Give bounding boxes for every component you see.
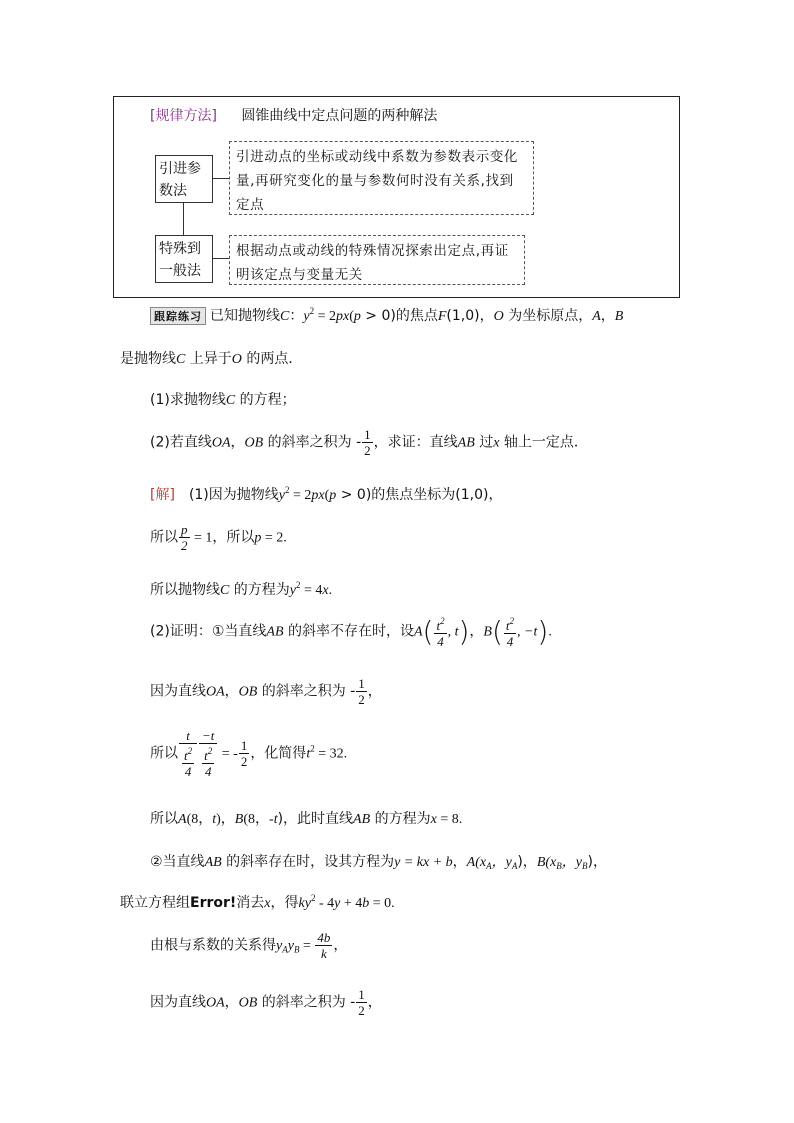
text: ， <box>600 308 615 324</box>
text: = 1，所以 <box>190 530 255 546</box>
connector <box>183 203 184 235</box>
text: 2 <box>509 616 515 626</box>
text: B <box>293 944 300 955</box>
denominator <box>199 744 217 779</box>
text: 上异于 <box>185 351 232 367</box>
text: B <box>536 855 546 870</box>
text: (x <box>475 855 487 870</box>
method2-name <box>155 235 213 283</box>
numerator: p <box>181 522 188 537</box>
text: ： <box>289 308 304 324</box>
text: ，化简得 <box>250 745 307 762</box>
text: C <box>225 393 236 408</box>
text: )， <box>587 854 607 870</box>
text: 的方程； <box>235 392 296 408</box>
text: OB <box>238 684 258 700</box>
method-box <box>113 96 680 298</box>
text: (2)证明：①当直线 <box>150 623 267 640</box>
numerator: t <box>179 728 197 744</box>
text: ，求证：直线 <box>373 434 458 451</box>
method-title: 圆锥曲线中定点问题的两种解法 <box>241 108 438 124</box>
error-text: Error! <box>190 895 237 911</box>
text: ，y <box>491 855 512 870</box>
text: A <box>413 624 423 640</box>
text: ， <box>367 994 382 1011</box>
denominator: 4 <box>184 764 192 779</box>
text: > 0)的焦点坐标为(1,0)， <box>336 487 503 503</box>
text: OB <box>244 435 264 451</box>
text: ， <box>224 994 239 1011</box>
text: 的斜率存在时，设其方程为 <box>221 854 395 870</box>
text: px <box>311 488 325 503</box>
text: t <box>436 618 441 633</box>
text: C <box>220 583 230 598</box>
text: t <box>204 748 208 763</box>
text: - 4 <box>315 896 335 911</box>
text: A <box>466 855 476 870</box>
denominator: 4 <box>437 634 444 649</box>
text: (x <box>545 855 557 870</box>
text: B <box>234 812 244 827</box>
text: (8，- <box>243 812 274 827</box>
fraction <box>362 427 373 458</box>
text: OA <box>206 995 225 1011</box>
text: B <box>581 861 588 871</box>
fraction <box>179 522 190 553</box>
exercise-line1 <box>150 305 623 325</box>
paren-open: ( <box>491 615 503 648</box>
denominator: 2 <box>358 692 365 707</box>
fraction <box>239 738 250 769</box>
text: = 0. <box>369 896 395 911</box>
fraction <box>356 676 367 707</box>
text: B <box>556 861 562 871</box>
text: ②当直线 <box>150 854 205 870</box>
text: px <box>335 309 350 324</box>
text: B <box>614 309 624 324</box>
text: C <box>280 309 290 324</box>
connector <box>213 258 229 259</box>
denominator: 2 <box>364 443 371 458</box>
solution-line6 <box>150 728 347 779</box>
text: (1,0)， <box>446 308 494 324</box>
text: y <box>289 583 297 598</box>
numerator: 1 <box>364 427 371 442</box>
solution-line11 <box>150 987 382 1018</box>
denominator: 4 <box>204 764 212 779</box>
question-2 <box>150 427 588 458</box>
inner-fraction <box>182 744 194 779</box>
text: 因为直线 <box>150 683 206 700</box>
solution-line1 <box>150 484 503 504</box>
text: F <box>437 309 447 324</box>
text: 消去 <box>236 895 265 911</box>
text: t <box>184 748 188 763</box>
text: AB <box>457 435 475 451</box>
text: 2 <box>187 746 193 756</box>
method1-name <box>155 155 213 203</box>
text: x <box>430 812 437 827</box>
denominator: 2 <box>358 1003 365 1018</box>
text: ， <box>230 434 245 451</box>
text: OA <box>211 435 231 451</box>
text: C <box>176 352 186 367</box>
text: B <box>483 624 492 640</box>
text: AB <box>266 624 284 640</box>
method1-name-text: 引进参数法 <box>159 161 201 199</box>
text: 轴上一定点． <box>499 434 588 451</box>
text: OA <box>206 684 225 700</box>
text: ky <box>298 896 311 911</box>
paren-open: ( <box>422 615 434 648</box>
text: 的斜率之积为 - <box>257 683 356 700</box>
text: AB <box>353 812 371 827</box>
text: 所以抛物线 <box>150 582 220 598</box>
text: A <box>486 861 492 871</box>
text: 2 <box>296 580 301 590</box>
method-box-header <box>150 105 437 125</box>
text: 的斜率之积为 - <box>257 994 356 1011</box>
text: , −t <box>517 624 538 640</box>
fraction <box>356 987 367 1018</box>
text: 2 <box>207 746 213 756</box>
method2-name-text: 特殊到一般法 <box>159 241 201 279</box>
text: p <box>329 488 337 503</box>
solution-line10 <box>150 930 347 961</box>
text: p <box>254 530 262 546</box>
text: . <box>328 583 333 598</box>
text: A <box>282 944 288 955</box>
method1-desc-text: 引进动点的坐标或动线中系数为参数表示变化量,再研究变化的量与参数何时没有关系,找到定点 <box>236 149 518 213</box>
method-tag: [规律方法] <box>150 108 217 124</box>
text: x <box>264 896 271 911</box>
text: 2 <box>285 485 290 495</box>
numerator <box>504 614 516 634</box>
text: = <box>299 938 315 954</box>
text: y <box>287 938 294 954</box>
text: O <box>493 309 504 324</box>
text: (1)因为抛物线 <box>188 487 279 503</box>
text: . <box>548 624 552 640</box>
text: = 2. <box>261 530 287 546</box>
text: 2 <box>310 743 315 754</box>
solution-line3 <box>150 579 332 599</box>
text: 所以 <box>150 529 178 546</box>
fraction <box>504 614 516 649</box>
text: b <box>362 896 370 911</box>
numerator: 1 <box>358 676 365 691</box>
text: 2 <box>440 616 445 626</box>
text: A <box>511 861 518 871</box>
method1-desc <box>229 141 534 215</box>
method2-desc-text: 根据动点或动线的特殊情况探索出定点,再证明该定点与变量无关 <box>236 243 509 283</box>
solution-line7 <box>150 808 462 828</box>
text: ( <box>324 488 330 503</box>
text: 所以 <box>150 811 178 827</box>
text: ， <box>452 854 467 870</box>
text: O <box>231 352 242 367</box>
text: x <box>493 435 500 451</box>
solution-line2 <box>150 522 287 553</box>
text: y <box>334 896 341 911</box>
text: p <box>353 309 361 324</box>
text: )， <box>517 854 537 870</box>
text: x <box>322 583 329 598</box>
text: 的方程为 <box>229 582 290 598</box>
text: = 32. <box>314 746 348 762</box>
text: 的方程为 <box>370 811 431 827</box>
text: 因为直线 <box>150 994 206 1011</box>
text: t <box>505 618 510 633</box>
text: 为坐标原点， <box>503 308 593 324</box>
text: ，得 <box>270 895 299 911</box>
text: y <box>276 938 283 954</box>
connector <box>213 178 229 179</box>
text: ， <box>367 683 382 700</box>
denominator: 4 <box>506 634 514 649</box>
text: 2 <box>309 306 315 316</box>
text: y <box>303 309 310 324</box>
numerator: 1 <box>240 738 248 753</box>
text: A <box>178 812 187 827</box>
denominator: 2 <box>240 754 248 769</box>
numerator <box>182 744 194 764</box>
text: 所以 <box>150 745 178 762</box>
exercise-badge: 跟踪练习 <box>150 307 206 325</box>
denominator: 2 <box>181 538 188 553</box>
text: 由根与系数的关系得 <box>150 937 276 954</box>
solution-line5 <box>150 676 382 707</box>
text: > 0)的焦点 <box>360 308 438 324</box>
compound-fraction <box>179 728 197 779</box>
fraction <box>315 930 332 961</box>
text: y <box>278 488 285 503</box>
text: )， <box>216 812 235 827</box>
text: AB <box>204 855 222 870</box>
text: ，y <box>561 855 582 870</box>
solution-tag: [解] <box>150 487 175 503</box>
numerator <box>202 744 214 764</box>
question-1 <box>150 389 296 409</box>
text: A <box>592 309 601 324</box>
text: 联立方程组 <box>120 895 190 911</box>
inner-fraction <box>202 744 214 779</box>
text: (2)若直线 <box>150 434 212 451</box>
text: + 4 <box>340 896 363 911</box>
numerator <box>434 614 446 634</box>
text: (1)求抛物线 <box>150 392 226 408</box>
text: t <box>306 746 311 762</box>
text: = 2 <box>289 488 312 503</box>
method2-desc <box>229 235 525 285</box>
text: 已知抛物线 <box>210 308 280 324</box>
text: t <box>212 812 217 827</box>
text: (8， <box>186 812 213 827</box>
text: 的两点． <box>241 351 303 367</box>
text: = 4 <box>300 583 323 598</box>
solution-line8 <box>150 851 607 871</box>
text: t <box>273 812 278 827</box>
denominator: k <box>320 946 327 961</box>
paren-close: ) <box>458 615 470 648</box>
fraction <box>434 614 446 649</box>
text: )，此时直线 <box>277 811 354 827</box>
text: = - <box>218 746 238 762</box>
numerator: 4b <box>317 930 331 945</box>
text: ， <box>333 937 348 954</box>
text: 过 <box>474 434 494 451</box>
text: ， <box>224 683 239 700</box>
text: = 2 <box>314 309 336 324</box>
text: 2 <box>310 893 316 903</box>
numerator: 1 <box>358 987 365 1002</box>
text: 的斜率不存在时，设 <box>283 623 414 640</box>
text: , t <box>447 624 459 640</box>
text: ， <box>469 623 484 640</box>
text: 是抛物线 <box>120 351 176 367</box>
solution-line4 <box>150 614 552 649</box>
text: 的斜率之积为 - <box>263 434 362 451</box>
text: ( <box>349 309 354 324</box>
text: OB <box>238 995 258 1011</box>
text: y = kx + b <box>394 855 453 870</box>
text: = 8. <box>436 812 463 827</box>
paren-close: ) <box>537 615 549 648</box>
numerator: −t <box>199 728 217 744</box>
denominator <box>179 744 197 779</box>
compound-fraction <box>199 728 217 779</box>
solution-line9 <box>120 892 395 912</box>
exercise-line2 <box>120 348 302 368</box>
